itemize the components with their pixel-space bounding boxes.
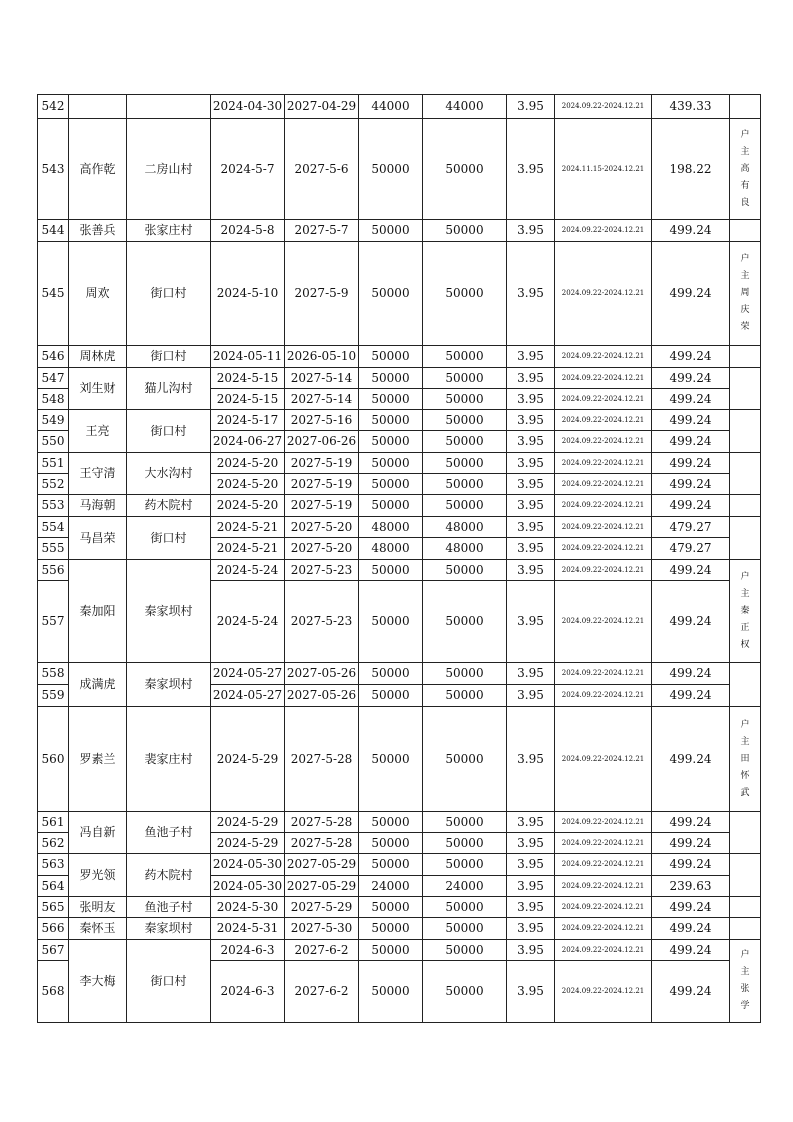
interest-rate: 3.95 xyxy=(507,389,555,410)
start-date: 2024-5-20 xyxy=(211,495,285,517)
start-date: 2024-5-7 xyxy=(211,119,285,220)
loan-amount: 50000 xyxy=(359,560,423,581)
table-row xyxy=(38,495,761,517)
remark: 户主张学 xyxy=(730,940,761,1023)
end-date: 2027-5-20 xyxy=(285,538,359,560)
interest-amount: 499.24 xyxy=(652,897,730,918)
table-row xyxy=(38,220,761,242)
remark xyxy=(730,918,761,940)
interest-period: 2024.09.22-2024.12.21 xyxy=(555,876,652,897)
village: 街口村 xyxy=(127,517,211,560)
interest-rate: 3.95 xyxy=(507,474,555,495)
village: 鱼池子村 xyxy=(127,812,211,854)
end-date: 2027-5-20 xyxy=(285,517,359,538)
end-date: 2027-5-14 xyxy=(285,368,359,389)
interest-amount: 499.24 xyxy=(652,242,730,346)
loan-balance: 48000 xyxy=(423,517,507,538)
interest-rate: 3.95 xyxy=(507,119,555,220)
remark xyxy=(730,854,761,897)
interest-amount: 499.24 xyxy=(652,663,730,685)
interest-amount: 499.24 xyxy=(652,495,730,517)
row-number: 556 xyxy=(38,560,69,581)
interest-amount: 499.24 xyxy=(652,918,730,940)
table-row xyxy=(38,453,761,474)
loan-amount: 50000 xyxy=(359,119,423,220)
loan-balance: 50000 xyxy=(423,410,507,431)
interest-rate: 3.95 xyxy=(507,685,555,707)
interest-period: 2024.09.22-2024.12.21 xyxy=(555,918,652,940)
loan-amount: 50000 xyxy=(359,961,423,1023)
interest-period: 2024.09.22-2024.12.21 xyxy=(555,833,652,854)
remark: 户主田怀武 xyxy=(730,707,761,812)
end-date: 2027-6-2 xyxy=(285,940,359,961)
interest-rate: 3.95 xyxy=(507,581,555,663)
interest-rate: 3.95 xyxy=(507,242,555,346)
borrower-name: 马昌荣 xyxy=(69,517,127,560)
table-row xyxy=(38,368,761,389)
row-number: 550 xyxy=(38,431,69,453)
loan-balance: 50000 xyxy=(423,897,507,918)
row-number: 567 xyxy=(38,940,69,961)
start-date: 2024-05-27 xyxy=(211,685,285,707)
interest-amount: 499.24 xyxy=(652,410,730,431)
table-row xyxy=(38,517,761,538)
interest-period: 2024.09.22-2024.12.21 xyxy=(555,663,652,685)
village: 街口村 xyxy=(127,346,211,368)
end-date: 2027-5-19 xyxy=(285,474,359,495)
interest-period: 2024.09.22-2024.12.21 xyxy=(555,581,652,663)
row-number: 547 xyxy=(38,368,69,389)
interest-rate: 3.95 xyxy=(507,220,555,242)
row-number: 565 xyxy=(38,897,69,918)
start-date: 2024-04-30 xyxy=(211,95,285,119)
start-date: 2024-05-30 xyxy=(211,876,285,897)
start-date: 2024-5-29 xyxy=(211,833,285,854)
loan-balance: 50000 xyxy=(423,368,507,389)
village: 秦家坝村 xyxy=(127,918,211,940)
borrower-name: 高作乾 xyxy=(69,119,127,220)
loan-amount: 50000 xyxy=(359,242,423,346)
start-date: 2024-5-20 xyxy=(211,453,285,474)
row-number: 553 xyxy=(38,495,69,517)
borrower-name: 秦怀玉 xyxy=(69,918,127,940)
interest-period: 2024.09.22-2024.12.21 xyxy=(555,431,652,453)
village: 猫儿沟村 xyxy=(127,368,211,410)
interest-period: 2024.09.22-2024.12.21 xyxy=(555,854,652,876)
borrower-name xyxy=(69,95,127,119)
loan-amount: 50000 xyxy=(359,495,423,517)
start-date: 2024-5-21 xyxy=(211,517,285,538)
loan-balance: 24000 xyxy=(423,876,507,897)
interest-amount: 499.24 xyxy=(652,854,730,876)
start-date: 2024-5-29 xyxy=(211,707,285,812)
interest-period: 2024.09.22-2024.12.21 xyxy=(555,453,652,474)
village: 秦家坝村 xyxy=(127,663,211,707)
loan-balance: 50000 xyxy=(423,961,507,1023)
village: 秦家坝村 xyxy=(127,560,211,663)
interest-rate: 3.95 xyxy=(507,368,555,389)
start-date: 2024-6-3 xyxy=(211,961,285,1023)
interest-period: 2024.09.22-2024.12.21 xyxy=(555,560,652,581)
borrower-name: 罗光领 xyxy=(69,854,127,897)
interest-rate: 3.95 xyxy=(507,538,555,560)
start-date: 2024-5-31 xyxy=(211,918,285,940)
interest-period: 2024.09.22-2024.12.21 xyxy=(555,95,652,119)
end-date: 2027-5-23 xyxy=(285,560,359,581)
start-date: 2024-05-11 xyxy=(211,346,285,368)
row-number: 561 xyxy=(38,812,69,833)
loan-amount: 50000 xyxy=(359,812,423,833)
interest-rate: 3.95 xyxy=(507,961,555,1023)
interest-amount: 499.24 xyxy=(652,389,730,410)
loan-amount: 50000 xyxy=(359,581,423,663)
loan-balance: 50000 xyxy=(423,663,507,685)
row-number: 545 xyxy=(38,242,69,346)
start-date: 2024-5-24 xyxy=(211,560,285,581)
end-date: 2027-5-9 xyxy=(285,242,359,346)
remark xyxy=(730,495,761,517)
table-row xyxy=(38,95,761,119)
interest-period: 2024.09.22-2024.12.21 xyxy=(555,517,652,538)
end-date: 2027-05-29 xyxy=(285,876,359,897)
row-number: 544 xyxy=(38,220,69,242)
row-number: 564 xyxy=(38,876,69,897)
end-date: 2027-5-6 xyxy=(285,119,359,220)
loan-balance: 50000 xyxy=(423,220,507,242)
borrower-name: 周欢 xyxy=(69,242,127,346)
interest-period: 2024.09.22-2024.12.21 xyxy=(555,410,652,431)
loan-balance: 50000 xyxy=(423,685,507,707)
start-date: 2024-5-24 xyxy=(211,581,285,663)
interest-amount: 499.24 xyxy=(652,220,730,242)
loan-balance: 50000 xyxy=(423,560,507,581)
borrower-name: 王守清 xyxy=(69,453,127,495)
end-date: 2027-5-16 xyxy=(285,410,359,431)
row-number: 552 xyxy=(38,474,69,495)
borrower-name: 罗素兰 xyxy=(69,707,127,812)
interest-period: 2024.09.22-2024.12.21 xyxy=(555,961,652,1023)
interest-rate: 3.95 xyxy=(507,663,555,685)
interest-rate: 3.95 xyxy=(507,940,555,961)
remark xyxy=(730,410,761,453)
interest-period: 2024.09.22-2024.12.21 xyxy=(555,474,652,495)
village xyxy=(127,95,211,119)
interest-amount: 499.24 xyxy=(652,474,730,495)
interest-rate: 3.95 xyxy=(507,854,555,876)
interest-amount: 499.24 xyxy=(652,833,730,854)
end-date: 2027-04-29 xyxy=(285,95,359,119)
remark xyxy=(730,453,761,495)
end-date: 2027-5-14 xyxy=(285,389,359,410)
loan-amount: 50000 xyxy=(359,474,423,495)
interest-amount: 499.24 xyxy=(652,431,730,453)
loan-balance: 50000 xyxy=(423,453,507,474)
interest-amount: 499.24 xyxy=(652,346,730,368)
row-number: 560 xyxy=(38,707,69,812)
remark xyxy=(730,346,761,368)
end-date: 2027-5-28 xyxy=(285,812,359,833)
row-number: 566 xyxy=(38,918,69,940)
row-number: 563 xyxy=(38,854,69,876)
start-date: 2024-5-29 xyxy=(211,812,285,833)
loan-balance: 50000 xyxy=(423,854,507,876)
table-row xyxy=(38,410,761,431)
interest-period: 2024.09.22-2024.12.21 xyxy=(555,685,652,707)
end-date: 2027-5-7 xyxy=(285,220,359,242)
loan-amount: 24000 xyxy=(359,876,423,897)
row-number: 549 xyxy=(38,410,69,431)
table-row xyxy=(38,346,761,368)
row-number: 558 xyxy=(38,663,69,685)
loan-amount: 50000 xyxy=(359,940,423,961)
start-date: 2024-5-8 xyxy=(211,220,285,242)
borrower-name: 张善兵 xyxy=(69,220,127,242)
loan-balance: 50000 xyxy=(423,431,507,453)
start-date: 2024-5-17 xyxy=(211,410,285,431)
end-date: 2027-5-23 xyxy=(285,581,359,663)
interest-amount: 479.27 xyxy=(652,517,730,538)
end-date: 2027-05-26 xyxy=(285,663,359,685)
end-date: 2027-5-29 xyxy=(285,897,359,918)
loan-interest-table xyxy=(37,94,761,1023)
loan-amount: 50000 xyxy=(359,431,423,453)
end-date: 2027-05-26 xyxy=(285,685,359,707)
village: 大水沟村 xyxy=(127,453,211,495)
remark xyxy=(730,663,761,707)
interest-period: 2024.09.22-2024.12.21 xyxy=(555,220,652,242)
row-number: 542 xyxy=(38,95,69,119)
interest-amount: 499.24 xyxy=(652,961,730,1023)
end-date: 2026-05-10 xyxy=(285,346,359,368)
loan-amount: 50000 xyxy=(359,918,423,940)
remark xyxy=(730,517,761,560)
interest-amount: 499.24 xyxy=(652,707,730,812)
interest-rate: 3.95 xyxy=(507,833,555,854)
interest-amount: 499.24 xyxy=(652,581,730,663)
loan-amount: 50000 xyxy=(359,663,423,685)
interest-amount: 499.24 xyxy=(652,685,730,707)
village: 街口村 xyxy=(127,410,211,453)
remark xyxy=(730,220,761,242)
table-row xyxy=(38,560,761,581)
interest-period: 2024.09.22-2024.12.21 xyxy=(555,707,652,812)
interest-rate: 3.95 xyxy=(507,346,555,368)
start-date: 2024-5-15 xyxy=(211,389,285,410)
interest-period: 2024.09.22-2024.12.21 xyxy=(555,940,652,961)
row-number: 562 xyxy=(38,833,69,854)
row-number: 551 xyxy=(38,453,69,474)
interest-period: 2024.09.22-2024.12.21 xyxy=(555,897,652,918)
loan-balance: 50000 xyxy=(423,495,507,517)
table-row xyxy=(38,119,761,220)
start-date: 2024-5-30 xyxy=(211,897,285,918)
borrower-name: 马海朝 xyxy=(69,495,127,517)
loan-balance: 50000 xyxy=(423,119,507,220)
row-number: 559 xyxy=(38,685,69,707)
end-date: 2027-6-2 xyxy=(285,961,359,1023)
remark xyxy=(730,368,761,410)
row-number: 543 xyxy=(38,119,69,220)
interest-amount: 499.24 xyxy=(652,560,730,581)
loan-balance: 50000 xyxy=(423,474,507,495)
loan-amount: 44000 xyxy=(359,95,423,119)
remark xyxy=(730,812,761,854)
borrower-name: 秦加阳 xyxy=(69,560,127,663)
interest-period: 2024.09.22-2024.12.21 xyxy=(555,495,652,517)
start-date: 2024-6-3 xyxy=(211,940,285,961)
interest-rate: 3.95 xyxy=(507,876,555,897)
loan-balance: 50000 xyxy=(423,389,507,410)
interest-amount: 439.33 xyxy=(652,95,730,119)
interest-amount: 239.63 xyxy=(652,876,730,897)
loan-balance: 50000 xyxy=(423,581,507,663)
interest-amount: 499.24 xyxy=(652,453,730,474)
end-date: 2027-5-28 xyxy=(285,833,359,854)
village: 街口村 xyxy=(127,242,211,346)
village: 二房山村 xyxy=(127,119,211,220)
borrower-name: 刘生财 xyxy=(69,368,127,410)
row-number: 546 xyxy=(38,346,69,368)
start-date: 2024-06-27 xyxy=(211,431,285,453)
remark: 户主高有良 xyxy=(730,119,761,220)
interest-rate: 3.95 xyxy=(507,410,555,431)
borrower-name: 成满虎 xyxy=(69,663,127,707)
interest-amount: 499.24 xyxy=(652,368,730,389)
interest-rate: 3.95 xyxy=(507,918,555,940)
borrower-name: 冯自新 xyxy=(69,812,127,854)
end-date: 2027-06-26 xyxy=(285,431,359,453)
interest-rate: 3.95 xyxy=(507,495,555,517)
loan-amount: 48000 xyxy=(359,517,423,538)
table-row xyxy=(38,242,761,346)
loan-balance: 50000 xyxy=(423,707,507,812)
interest-rate: 3.95 xyxy=(507,95,555,119)
start-date: 2024-5-20 xyxy=(211,474,285,495)
row-number: 555 xyxy=(38,538,69,560)
table-row xyxy=(38,854,761,876)
remark: 户主秦正权 xyxy=(730,560,761,663)
start-date: 2024-05-27 xyxy=(211,663,285,685)
loan-balance: 50000 xyxy=(423,812,507,833)
row-number: 548 xyxy=(38,389,69,410)
start-date: 2024-5-21 xyxy=(211,538,285,560)
loan-amount: 50000 xyxy=(359,346,423,368)
borrower-name: 李大梅 xyxy=(69,940,127,1023)
end-date: 2027-5-19 xyxy=(285,453,359,474)
village: 街口村 xyxy=(127,940,211,1023)
end-date: 2027-05-29 xyxy=(285,854,359,876)
interest-period: 2024.09.22-2024.12.21 xyxy=(555,368,652,389)
row-number: 557 xyxy=(38,581,69,663)
start-date: 2024-5-10 xyxy=(211,242,285,346)
borrower-name: 张明友 xyxy=(69,897,127,918)
table-row xyxy=(38,663,761,685)
interest-rate: 3.95 xyxy=(507,453,555,474)
loan-amount: 50000 xyxy=(359,220,423,242)
interest-rate: 3.95 xyxy=(507,897,555,918)
loan-balance: 50000 xyxy=(423,242,507,346)
interest-period: 2024.09.22-2024.12.21 xyxy=(555,389,652,410)
village: 裴家庄村 xyxy=(127,707,211,812)
interest-rate: 3.95 xyxy=(507,517,555,538)
loan-amount: 50000 xyxy=(359,707,423,812)
interest-rate: 3.95 xyxy=(507,431,555,453)
loan-balance: 50000 xyxy=(423,346,507,368)
interest-amount: 499.24 xyxy=(652,940,730,961)
interest-period: 2024.09.22-2024.12.21 xyxy=(555,242,652,346)
borrower-name: 周林虎 xyxy=(69,346,127,368)
loan-amount: 50000 xyxy=(359,897,423,918)
loan-balance: 50000 xyxy=(423,833,507,854)
remark xyxy=(730,95,761,119)
end-date: 2027-5-28 xyxy=(285,707,359,812)
start-date: 2024-5-15 xyxy=(211,368,285,389)
loan-amount: 50000 xyxy=(359,833,423,854)
village: 药木院村 xyxy=(127,495,211,517)
loan-amount: 50000 xyxy=(359,410,423,431)
remark: 户主周庆荣 xyxy=(730,242,761,346)
village: 药木院村 xyxy=(127,854,211,897)
interest-period: 2024.09.22-2024.12.21 xyxy=(555,538,652,560)
loan-balance: 44000 xyxy=(423,95,507,119)
table-row xyxy=(38,812,761,833)
start-date: 2024-05-30 xyxy=(211,854,285,876)
village: 鱼池子村 xyxy=(127,897,211,918)
loan-amount: 50000 xyxy=(359,854,423,876)
table-row xyxy=(38,940,761,961)
interest-amount: 479.27 xyxy=(652,538,730,560)
borrower-name: 王亮 xyxy=(69,410,127,453)
table-row xyxy=(38,918,761,940)
remark xyxy=(730,897,761,918)
interest-amount: 198.22 xyxy=(652,119,730,220)
interest-period: 2024.09.22-2024.12.21 xyxy=(555,346,652,368)
loan-amount: 50000 xyxy=(359,685,423,707)
interest-amount: 499.24 xyxy=(652,812,730,833)
row-number: 554 xyxy=(38,517,69,538)
interest-rate: 3.95 xyxy=(507,707,555,812)
loan-balance: 50000 xyxy=(423,918,507,940)
interest-period: 2024.11.15-2024.12.21 xyxy=(555,119,652,220)
table-row xyxy=(38,707,761,812)
end-date: 2027-5-30 xyxy=(285,918,359,940)
loan-amount: 50000 xyxy=(359,389,423,410)
loan-amount: 50000 xyxy=(359,368,423,389)
interest-rate: 3.95 xyxy=(507,560,555,581)
interest-rate: 3.95 xyxy=(507,812,555,833)
loan-amount: 48000 xyxy=(359,538,423,560)
village: 张家庄村 xyxy=(127,220,211,242)
row-number: 568 xyxy=(38,961,69,1023)
loan-balance: 48000 xyxy=(423,538,507,560)
loan-balance: 50000 xyxy=(423,940,507,961)
interest-period: 2024.09.22-2024.12.21 xyxy=(555,812,652,833)
loan-amount: 50000 xyxy=(359,453,423,474)
end-date: 2027-5-19 xyxy=(285,495,359,517)
table-row xyxy=(38,897,761,918)
